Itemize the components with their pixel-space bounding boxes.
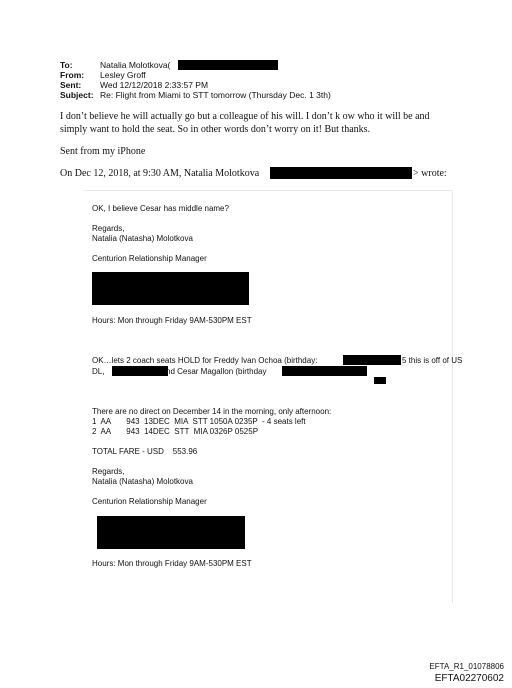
from-label: From: (60, 70, 85, 80)
sent-value: Wed 12/12/2018 2:33:57 PM (100, 80, 209, 90)
redaction-bar (270, 167, 412, 179)
hold-line-2b: nd Cesar Magallon (birthday (166, 367, 267, 376)
reply-line-1: I don’t believe he will actually go but a colleague of his will. I don’t k ow who it will be and (60, 111, 430, 122)
redaction-bar (178, 60, 278, 70)
subject-value: Re: Flight from Miami to STT tomorrow (Thursday Dec. 1 3th) (100, 90, 331, 100)
redaction-block (92, 272, 249, 305)
redaction-bar (343, 355, 401, 365)
hold-line-1b: 5 this is off of US (402, 356, 463, 365)
sender-title-2: Centurion Relationship Manager (92, 497, 207, 506)
redaction-bar (282, 366, 367, 376)
quote-intro-suffix: > wrote: (413, 168, 447, 179)
redaction-block (97, 516, 245, 549)
hold-line-2a: DL, (92, 367, 105, 376)
regards-1: Regards, (92, 224, 125, 233)
bates-number-1: EFTA_R1_01078806 (429, 662, 504, 671)
hours-1: Hours: Mon through Friday 9AM-530PM EST (92, 316, 252, 325)
sender-name-2: Natalia (Natasha) Molotkova (92, 477, 193, 486)
quote-intro: On Dec 12, 2018, at 9:30 AM, Natalia Molotkova (60, 168, 260, 179)
to-value: Natalia Molotkova( (100, 60, 171, 70)
quoted-question: OK, I believe Cesar has middle name? (92, 204, 229, 213)
sender-title-1: Centurion Relationship Manager (92, 254, 207, 263)
from-value: Lesley Groff (100, 70, 146, 80)
reply-signature: Sent from my iPhone (60, 146, 146, 157)
regards-2: Regards, (92, 467, 125, 476)
hours-2: Hours: Mon through Friday 9AM-530PM EST (92, 559, 252, 568)
flight-line-1: 1 AA 943 13DEC MIA STT 1050A 0235P - 4 seats left (92, 417, 306, 426)
hold-line-1a: OK…lets 2 coach seats HOLD for Freddy Ivan Ochoa (birthday: (92, 356, 318, 365)
no-direct-note: There are no direct on December 14 in the morning, only afternoon: (92, 407, 332, 416)
sent-label: Sent: (60, 80, 82, 90)
flight-line-2: 2 AA 943 14DEC STT MIA 0326P 0525P (92, 427, 259, 436)
to-label: To: (60, 60, 73, 70)
bates-number-2: EFTA02270602 (434, 673, 504, 684)
redaction-bar (112, 366, 168, 376)
sender-name-1: Natalia (Natasha) Molotkova (92, 234, 193, 243)
total-fare: TOTAL FARE - USD 553.96 (92, 447, 198, 456)
redaction-bar (374, 377, 386, 384)
reply-line-2: simply want to hold the seat. So in other words don’t worry on it! But thanks. (60, 124, 371, 135)
subject-label: Subject: (60, 90, 94, 100)
